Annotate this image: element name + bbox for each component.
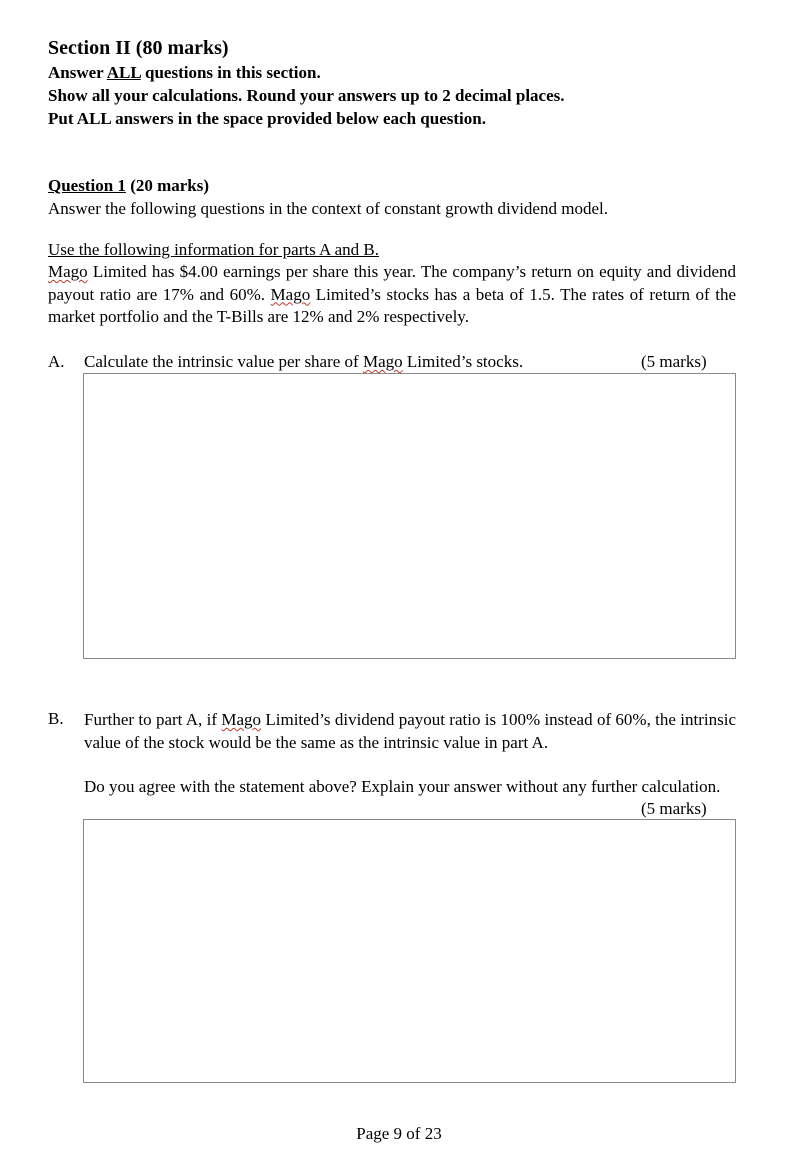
instruction-show-calculations: Show all your calculations. Round your answers up to 2 decimal places. (48, 86, 565, 105)
question-1-marks: (20 marks) (125, 176, 210, 195)
part-b-letter: B. (48, 709, 64, 728)
company-name: Mago (362, 352, 403, 371)
part-a-answer-box[interactable] (83, 373, 736, 659)
part-a-marks: (5 marks) (641, 352, 707, 371)
part-a-letter: A. (48, 352, 65, 371)
company-name: Mago (221, 710, 262, 729)
question-1-intro: Answer the following questions in the context of constant growth dividend model. (48, 199, 608, 218)
part-a-text-pre: Calculate the intrinsic value per share of (84, 352, 363, 371)
info-paragraph (48, 261, 736, 329)
instruction-answer-pre: Answer (48, 63, 107, 82)
instruction-answer-post: questions in this section. (140, 63, 321, 82)
company-name: Mago (270, 284, 311, 304)
part-b-text-pre: Further to part A, if (84, 710, 222, 729)
part-b-marks: (5 marks) (641, 799, 707, 818)
question-1-heading (48, 176, 209, 196)
section-title: Section II (80 marks) (48, 37, 229, 59)
instruction-answer-all (48, 63, 321, 83)
instruction-all-underlined: ALL (106, 63, 141, 82)
part-b-statement (84, 709, 736, 754)
info-text-1: Limited has $4.00 earnings per share this year. The company’s return on equity and dividend payout ratio are 17% and 60%. (48, 262, 736, 304)
question-1-label: Question 1 (48, 176, 126, 195)
instruction-put-answers: Put ALL answers in the space provided below each question. (48, 109, 486, 128)
company-name: Mago (48, 262, 88, 281)
info-text-2: Limited’s stocks has a beta of 1.5. The rates of return of the market portfolio and the T-Bills are 12% and 2% respectively. (48, 284, 736, 326)
part-b-text-post: Limited’s dividend payout ratio is 100% instead of 60%, the intrinsic value of the stock would be the same as the intrinsic value in part A. (84, 710, 736, 752)
part-b-question: Do you agree with the statement above? Explain your answer without any further calculation. (84, 777, 721, 796)
info-heading: Use the following information for parts A and B. (48, 240, 379, 259)
page-number: Page 9 of 23 (356, 1124, 442, 1143)
part-b-answer-box[interactable] (83, 819, 736, 1083)
part-a-question (84, 352, 523, 372)
part-a-text-post: Limited’s stocks. (402, 352, 524, 371)
